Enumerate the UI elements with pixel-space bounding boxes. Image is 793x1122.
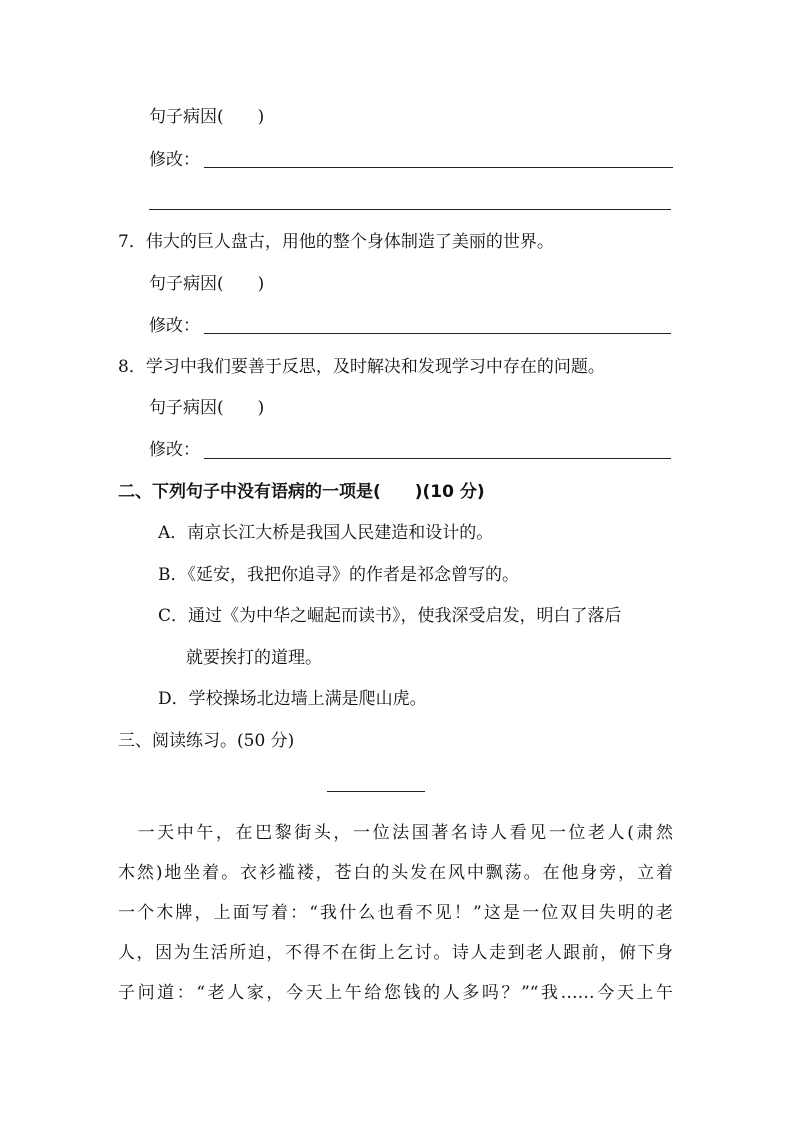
- option-d[interactable]: [158, 688, 427, 710]
- q6-cause-label: 句子病因( ): [149, 107, 265, 127]
- q7-fix-answer-line[interactable]: [204, 333, 671, 334]
- passage-line: 木然)地坐着。衣衫褴褛，苍白的头发在风中飘荡。在他身旁，立着: [118, 863, 673, 883]
- q8-fix-answer-line[interactable]: [204, 458, 671, 459]
- option-c-text: 通过《为中华之崛起而读书》，使我深受启发，明白了落后: [188, 606, 622, 626]
- option-b[interactable]: [158, 564, 519, 586]
- section3-title: 三、阅读练习。(50 分): [118, 731, 295, 751]
- option-d-label: D．: [158, 689, 189, 709]
- q8-fix-label: 修改：: [149, 440, 200, 460]
- q6-fix-label: 修改：: [149, 150, 200, 170]
- q7-cause-label: 句子病因( ): [149, 274, 265, 294]
- q6-fix-answer-line[interactable]: [204, 167, 673, 168]
- q7-text: 伟大的巨人盘古，用他的整个身体制造了美丽的世界。: [145, 232, 554, 252]
- option-c-label: C．: [158, 606, 189, 626]
- q7-number: 7．: [118, 232, 146, 252]
- q8-number: 8．: [118, 357, 146, 377]
- option-a[interactable]: [158, 522, 493, 544]
- q8-text: 学习中我们要善于反思，及时解决和发现学习中存在的问题。: [145, 357, 605, 377]
- option-c[interactable]: [158, 605, 622, 627]
- option-d-text: 学校操场北边墙上满是爬山虎。: [188, 689, 427, 709]
- option-b-label: B．: [158, 565, 188, 585]
- q7-question: [118, 231, 554, 253]
- option-a-text: 南京长江大桥是我国人民建造和设计的。: [187, 523, 494, 543]
- option-c-continued: 就要挨打的道理。: [186, 648, 322, 668]
- passage-line: 人，因为生活所迫，不得不在街上乞讨。诗人走到老人跟前，俯下身: [118, 943, 673, 963]
- passage-line: 一个木牌，上面写着：“我什么也看不见！”这是一位双目失明的老: [118, 903, 673, 923]
- passage-line: 一天中午，在巴黎街头，一位法国著名诗人看见一位老人(肃然: [118, 823, 673, 843]
- passage-title-blank[interactable]: [327, 791, 425, 792]
- q6-fix-answer-line-2[interactable]: [149, 209, 671, 210]
- q7-fix-label: 修改：: [149, 316, 200, 336]
- option-b-text: 《延安，我把你追寻》的作者是祁念曾写的。: [187, 565, 519, 585]
- option-a-label: A．: [158, 523, 188, 543]
- passage-line: 子问道：“老人家，今天上午给您钱的人多吗？”“我……今天上午: [118, 983, 673, 1003]
- section2-title: 二、下列句子中没有语病的一项是( )(10 分): [118, 482, 485, 502]
- q8-cause-label: 句子病因( ): [149, 398, 265, 418]
- q8-question: [118, 356, 605, 378]
